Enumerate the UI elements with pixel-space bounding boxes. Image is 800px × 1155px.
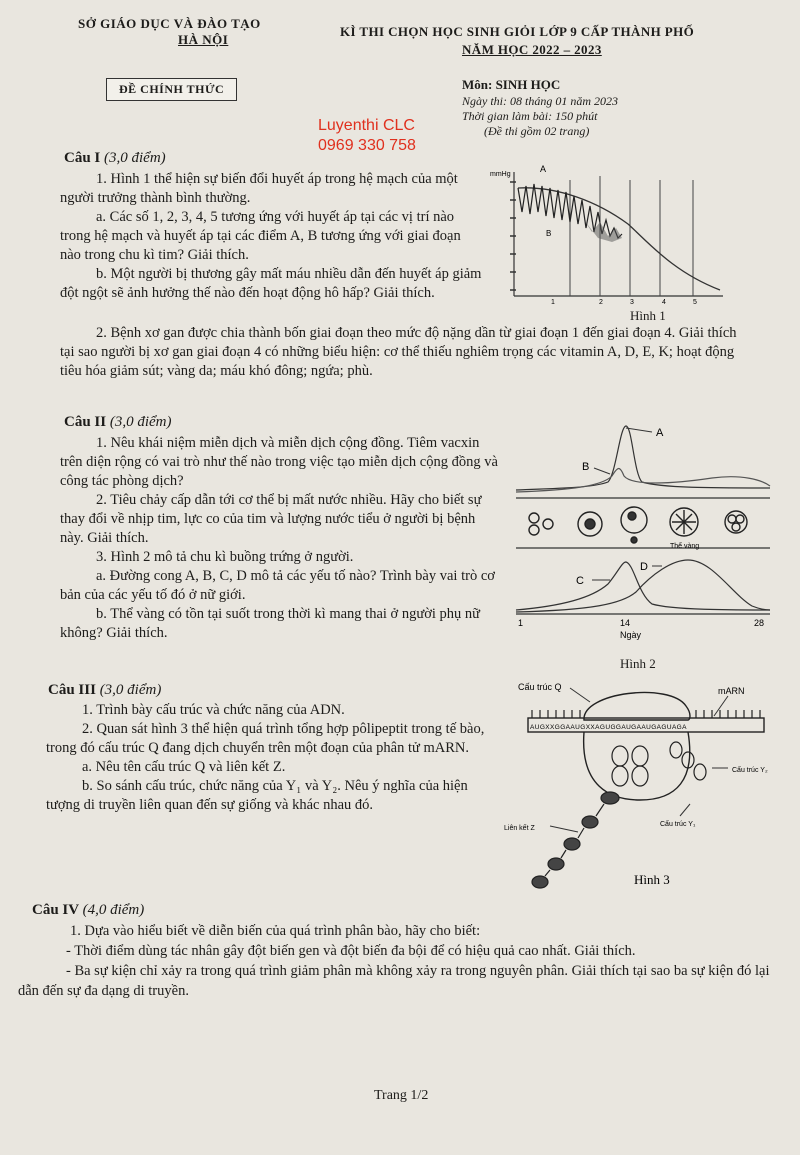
figure-3-translation <box>500 676 790 896</box>
q3-p2a: a. Nêu tên cấu trúc Q và liên kết Z. <box>82 759 286 775</box>
fig2-label-a: A <box>656 427 664 439</box>
figure-1-caption: Hình 1 <box>630 308 666 323</box>
official-label: ĐỀ CHÍNH THỨC <box>106 78 237 101</box>
question-3-body <box>46 701 492 815</box>
fig1-y-ticks <box>510 182 516 290</box>
q3-p1: 1. Trình bày cấu trúc và chức năng của ADN. <box>82 702 345 718</box>
fig1-point-b: B <box>546 229 552 238</box>
question-1-title: Câu I (3,0 điểm) <box>64 150 166 166</box>
fig2-leader-b <box>594 468 610 474</box>
fig3-trna-y1 <box>612 746 648 786</box>
fig3-leader-y1 <box>680 804 690 816</box>
fig2-label-c: C <box>576 575 584 587</box>
q4-b1: - Thời điểm dùng tác nhân gây đột biến gen và đột biến đa bội để có hiệu quả cao nhất. Giải thích. <box>66 943 636 959</box>
q4-p1: 1. Dựa vào hiểu biết về diễn biến của quá trình phân bào, hãy cho biết: <box>70 923 481 939</box>
q4-b2: - Ba sự kiện chỉ xảy ra trong quá trình giảm phân mà không xảy ra trong nguyên phân. Giải thích tại sao ba sự kiện đó lại dẫn đến sự đa dạng di truyền. <box>18 963 770 999</box>
fig2-x-mid: 14 <box>620 618 631 628</box>
fig1-shaded-region <box>584 220 622 242</box>
department-city: HÀ NỘI <box>178 32 229 47</box>
question-2-body <box>60 434 500 643</box>
q2-p1: 1. Nêu khái niệm miễn dịch và miễn dịch cộng đồng. Tiêm vacxin trên diện rộng có vai trò như thế nào trong việc tạo miễn dịch cộng đồng và công tác phòng dịch? <box>60 435 498 489</box>
exam-duration: Thời gian làm bài: 150 phút <box>462 109 598 123</box>
question-1-part-1 <box>60 170 484 303</box>
fig3-ribosome-large <box>584 692 690 720</box>
fig3-mrna-teeth <box>532 710 760 718</box>
fig2-label-b: B <box>582 461 590 473</box>
figure-2-caption: Hình 2 <box>620 656 656 671</box>
exam-date: Ngày thi: 08 tháng 01 năm 2023 <box>462 94 618 108</box>
watermark-phone: 0969 330 758 <box>318 137 416 154</box>
fig1-x-ticks <box>551 299 697 306</box>
page-number: Trang 1/2 <box>374 1088 429 1103</box>
question-2-title: Câu II (3,0 điểm) <box>64 414 172 430</box>
fig1-x-tick-2: 2 <box>599 299 603 306</box>
figure-2-ovarian-cycle <box>512 414 776 650</box>
fig3-trna-y2 <box>670 742 706 780</box>
fig2-x-label: Ngày <box>620 630 642 640</box>
q1-p1: 1. Hình 1 thể hiện sự biến đổi huyết áp trong hệ mạch của một người trưởng thành bình thường. <box>60 171 458 206</box>
q3-p2b: b. So sánh cấu trúc, chức năng của Y₁ và Y₂. Nêu ý nghĩa của hiện tượng di truyền liên quan đến sự giống và khác nhau đó. <box>46 778 468 813</box>
figure-1-blood-pressure-chart <box>488 162 748 322</box>
fig1-x-tick-4: 4 <box>662 299 666 306</box>
fig3-codons: AUGXXGGAAUGXXAGUGGAUGAAUGAGUAGA <box>530 724 687 731</box>
fig3-label-y1: Cấu trúc Y₁ <box>660 821 696 828</box>
fig2-x-ticks <box>518 618 764 628</box>
fig2-corpus-luteum-label: Thể vàng <box>670 543 700 550</box>
fig1-x-tick-1: 1 <box>551 299 555 306</box>
fig1-y-label: mmHg <box>490 171 511 178</box>
fig1-point-a: A <box>540 164 547 174</box>
fig3-leader-z <box>550 826 578 832</box>
pages-note: (Đề thi gồm 02 trang) <box>484 124 590 138</box>
q1-p1a: a. Các số 1, 2, 3, 4, 5 tương ứng với huyết áp tại các vị trí nào trong hệ mạch và huyết áp tại các điểm A, B tương ứng với giai đoạn nào trong chu kì tim? Giải thích. <box>60 209 461 263</box>
fig1-x-tick-5: 5 <box>693 299 697 306</box>
fig3-label-mrna: mARN <box>718 686 745 696</box>
subject: Môn: SINH HỌC <box>462 77 561 92</box>
q3-p2: 2. Quan sát hình 3 thể hiện quá trình tổng hợp pôlipeptit trong tế bào, trong đó cấu trúc Q đang dịch chuyển trên một đoạn của phân tử mARN. <box>46 721 485 756</box>
fig3-leader-mrna <box>714 696 728 716</box>
fig2-follicle-stages <box>529 507 747 543</box>
fig3-label-z: Liên kết Z <box>504 825 535 832</box>
fig2-x-end: 28 <box>754 618 765 628</box>
fig2-label-d: D <box>640 561 648 573</box>
school-year: NĂM HỌC 2022 – 2023 <box>462 42 602 57</box>
exam-title: KÌ THI CHỌN HỌC SINH GIỎI LỚP 9 CẤP THÀNH PHỐ <box>340 24 695 39</box>
q2-p3: 3. Hình 2 mô tả chu kì buồng trứng ở người. <box>96 549 354 565</box>
fig2-x-start: 1 <box>518 618 524 628</box>
question-1-part-2 <box>60 324 746 381</box>
department-name: SỞ GIÁO DỤC VÀ ĐÀO TẠO <box>78 16 261 31</box>
figure-3-caption: Hình 3 <box>634 872 670 887</box>
fig3-polypeptide-chain <box>532 792 619 888</box>
question-4-body <box>18 921 788 1001</box>
fig3-label-y2: Cấu trúc Y₂ <box>732 767 768 774</box>
q2-p3a: a. Đường cong A, B, C, D mô tả các yếu tố nào? Trình bày vai trò cơ bản của các yếu tố đó ở nữ giới. <box>60 568 495 603</box>
question-3-title: Câu III (3,0 điểm) <box>48 682 162 698</box>
question-4-title: Câu IV (4,0 điểm) <box>32 902 145 918</box>
fig3-leader-q <box>570 688 590 702</box>
q1-p1b: b. Một người bị thương gây mất máu nhiều dẫn đến huyết áp giảm đột ngột sẽ ảnh hưởng thế nào đến hoạt động hô hấp? Giải thích. <box>60 266 482 301</box>
watermark-name: Luyenthi CLC <box>318 117 415 134</box>
fig1-x-tick-3: 3 <box>630 299 634 306</box>
fig1-vertical-dividers <box>570 176 693 296</box>
q1-p2: 2. Bệnh xơ gan được chia thành bốn giai đoạn theo mức độ nặng dần từ giai đoạn 1 đến giai đoạn 4. Giải thích tại sao người bị xơ gan giai đoạn 4 có những biểu hiện: cơ thể thiếu nghiêm trọng các vitamin A, D, E, K; hoạt động tiêu hóa giảm sút; vàng da; máu khó đông; ngứa; phù. <box>60 325 737 379</box>
fig3-label-q: Cấu trúc Q <box>518 682 562 692</box>
q2-p2: 2. Tiêu chảy cấp dẫn tới cơ thể bị mất nước nhiều. Hãy cho biết sự thay đổi về nhịp tim, lực co của tim và lượng nước tiểu ở người bị bệnh này. Giải thích. <box>60 492 482 546</box>
q2-p3b: b. Thể vàng có tồn tại suốt trong thời kì mang thai ở người phụ nữ không? Giải thích. <box>60 606 480 641</box>
fig2-curve-a <box>516 426 770 490</box>
